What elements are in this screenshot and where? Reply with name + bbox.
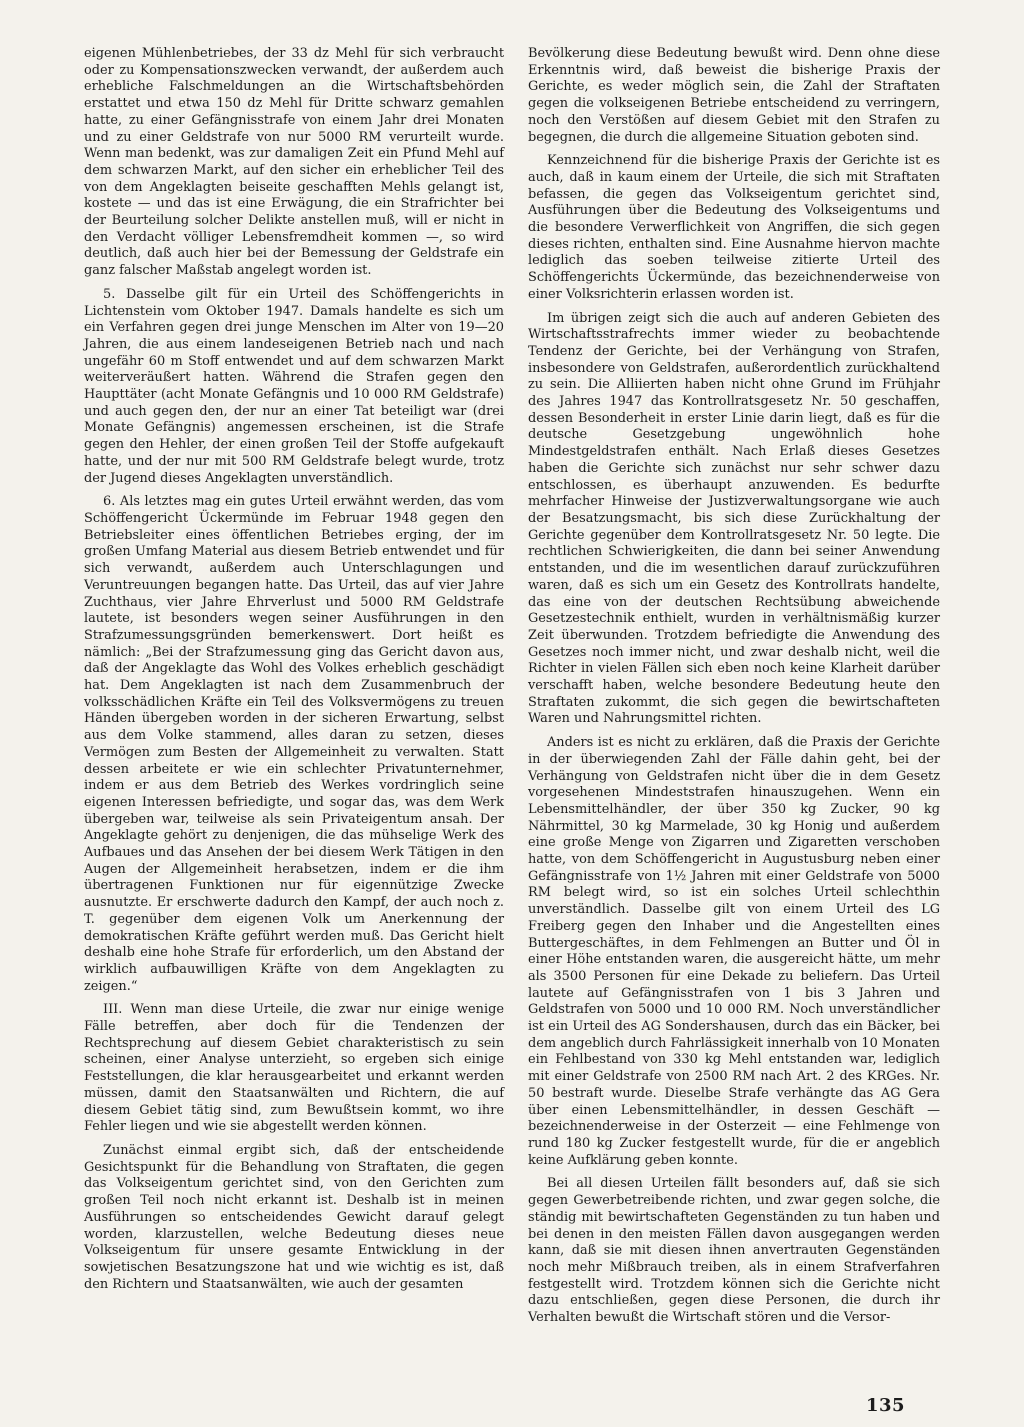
paragraph-case-5: 5. Dasselbe gilt für ein Urteil des Schöffengerichts in Lichtenstein vom Oktober 1947. Damals handelte es sich um ein Verfahren gegen drei junge Menschen im Alter von 19—20 Jahren, die aus einem landeseigenen Betrieb nach und nach ungefähr 60 m Stoff entwendet und auf dem schwarzen Markt weiterveräußert hatten. Während die Strafen gegen den Haupttäter (acht Monate Gefängnis und 10 000 RM Geldstrafe) und auch gegen den, der nur an einer Tat beteiligt war (drei Monate Gefängnis) angemessen erscheinen, ist die Strafe gegen den Hehler, der einen großen Teil der Stoffe aufgekauft hatte, und der nur mit 500 RM Geldstrafe belegt wurde, trotz der Jugend dieses Angeklagten unverständlich. <box>84 286 504 486</box>
paragraph: Kennzeichnend für die bisherige Praxis der Gerichte ist es auch, daß in kaum einem der Urteile, die sich mit Straftaten befassen, die gegen das Volkseigentum gerichtet sind, Ausführungen über die Bedeutung des Volkseigentums und die besondere Verwerflichkeit von Angriffen, die sich gegen dieses richten, enthalten sind. Eine Ausnahme hiervon machte lediglich das soeben teilweise zitierte Urteil des Schöffengerichts Ückermünde, das bezeichnenderweise von einer Volksrichterin erlassen worden ist. <box>528 153 940 302</box>
page-number: 135 <box>866 1395 906 1416</box>
paragraph-section-iii: III. Wenn man diese Urteile, die zwar nur einige wenige Fälle betreffen, aber doch für die Tendenzen der Rechtsprechung auf diesem Gebiet charakteristisch zu sein scheinen, einer Analyse unterzieht, so ergeben sich einige Feststellungen, die klar herausgearbeitet und erkannt werden müssen, damit den Staatsanwälten und Richtern, die auf diesem Gebiet tätig sind, zum Bewußtsein kommt, wo ihre Fehler liegen und wie sie abgestellt werden können. <box>84 1002 504 1135</box>
left-text-column <box>84 46 504 1300</box>
paragraph: Anders ist es nicht zu erklären, daß die Praxis der Gerichte in der überwiegenden Zahl der Fälle dahin geht, bei der Verhängung von Geldstrafen nicht über die in dem Gesetz vorgesehenen Mindeststrafen hinauszugehen. Wenn ein Lebensmittelhändler, der über 350 kg Zucker, 90 kg Nährmittel, 30 kg Marmelade, 30 kg Honig und außerdem eine große Menge von Zigarren und Zigaretten verschoben hatte, von dem Schöffengericht in Augustusburg neben einer Gefängnisstrafe von 1½ Jahren mit einer Geldstrafe von 5000 RM belegt wird, so ist ein solches Urteil schlechthin unverständlich. Dasselbe gilt von einem Urteil des LG Freiberg gegen den Inhaber und die Angestellten eines Buttergeschäftes, in dem Fehlmengen an Butter und Öl in einer Höhe entstanden waren, die ausgereicht hätte, um mehr als 3500 Personen für eine Dekade zu beliefern. Das Urteil lautete auf Gefängnisstrafen von 1 bis 3 Jahren und Geldstrafen von 5000 und 10 000 RM. Noch unverständlicher ist ein Urteil des AG Sondershausen, durch das ein Bäcker, bei dem angeblich durch Fahrlässigkeit innerhalb von 10 Monaten ein Fehlbestand von 330 kg Mehl entstanden war, lediglich mit einer Geldstrafe von 2500 RM nach Art. 2 des KRGes. Nr. 50 bestraft wurde. Dieselbe Strafe verhängte das AG Gera über einen Lebensmittelhändler, in dessen Geschäft — bezeichnenderweise in der Osterzeit — eine Fehlmenge von rund 180 kg Zucker festgestellt wurde, für die er angeblich keine Aufklärung geben konnte. <box>528 735 940 1168</box>
right-text-column <box>528 46 940 1334</box>
paragraph: Bei all diesen Urteilen fällt besonders auf, daß sie sich gegen Gewerbetreibende richten, und zwar gegen solche, die ständig mit bewirtschafteten Gegenständen zu tun haben und bei denen in den meisten Fällen davon ausgegangen werden kann, daß sie mit diesen ihnen anvertrauten Gegenständen noch mehr Mißbrauch treiben, als in einem Strafverfahren festgestellt wird. Trotzdem können sich die Gerichte nicht dazu entschließen, gegen diese Personen, die durch ihr Verhalten bewußt die Wirtschaft stören und die Versor- <box>528 1176 940 1326</box>
paragraph: Zunächst einmal ergibt sich, daß der entscheidende Gesichtspunkt für die Behandlung von Straftaten, die gegen das Volkseigentum gerichtet sind, von den Gerichten zum großen Teil noch nicht erkannt ist. Deshalb ist in meinen Ausführungen so entscheidendes Gewicht darauf gelegt worden, klarzustellen, welche Bedeutung dieses neue Volkseigentum für unsere gesamte Entwicklung in der sowjetischen Besatzungszone hat und wie wichtig es ist, daß den Richtern und Staatsanwälten, wie auch der gesamten <box>84 1143 504 1292</box>
paragraph-continued: eigenen Mühlenbetriebes, der 33 dz Mehl für sich verbraucht oder zu Kompensationszwecken verwandt, der außerdem auch erhebliche Falschmeldungen an die Wirtschaftsbehörden erstattet und etwa 150 dz Mehl für Dritte schwarz gemahlen hatte, zu einer Gefängnisstrafe von einem Jahr drei Monaten und zu einer Geldstrafe von nur 5000 RM verurteilt wurde. Wenn man bedenkt, was zur damaligen Zeit ein Pfund Mehl auf dem schwarzen Markt, auf den sicher ein erheblicher Teil des von dem Angeklagten beiseite geschafften Mehls gelangt ist, kostete — und das ist eine Erwägung, die ein Strafrichter bei der Beurteilung solcher Delikte anstellen muß, will er nicht in den Verdacht völliger Lebensfremdheit kommen —, so wird deutlich, daß auch hier bei der Bemessung der Geldstrafe ein ganz falscher Maßstab angelegt worden ist. <box>84 46 504 279</box>
paragraph-case-6: 6. Als letztes mag ein gutes Urteil erwähnt werden, das vom Schöffengericht Ückermünde im Februar 1948 gegen den Betriebsleiter eines öffentlichen Betriebes erging, der im großen Umfang Material aus diesem Betrieb entwendet und für sich verwandt, außerdem auch Unterschlagungen und Veruntreuungen begangen hatte. Das Urteil, das auf vier Jahre Zuchthaus, vier Jahre Ehrverlust und 5000 RM Geldstrafe lautete, ist besonders wegen seiner Ausführungen in den Strafzumessungsgründen bemerkenswert. Dort heißt es nämlich: „Bei der Strafzumessung ging das Gericht davon aus, daß der Angeklagte das Wohl des Volkes erheblich geschädigt hat. Dem Angeklagten ist nach dem Zusammenbruch der volksschädlichen Kräfte ein Teil des Volksvermögens zu treuen Händen übergeben worden in der sicheren Erwartung, selbst aus dem Volke stammend, alles daran zu setzen, dieses Vermögen zum Besten der Allgemeinheit zu verwalten. Statt dessen arbeitete er wie ein schlechter Privatunternehmer, indem er aus dem Betrieb des Werkes vordringlich seine eigenen Interessen befriedigte, und sogar das, was dem Werk übergeben war, teilweise als sein Privateigentum ansah. Der Angeklagte gehört zu denjenigen, die das mühselige Werk des Aufbaues und das Ansehen der bei diesem Werk Tätigen in den Augen der Allgemeinheit herabsetzen, indem er die ihm übertragenen Funktionen nur für eigennützige Zwecke ausnutzte. Er erschwerte dadurch den Kampf, der auch noch z. T. gegenüber dem eigenen Volk um Anerkennung der demokratischen Kräfte geführt werden muß. Das Gericht hielt deshalb eine hohe Strafe für erforderlich, um den Abstand der wirklich aufbauwilligen Kräfte von dem Angeklagten zu zeigen.“ <box>84 494 504 994</box>
paragraph: Im übrigen zeigt sich die auch auf anderen Gebieten des Wirtschaftsstrafrechts immer wieder zu beobachtende Tendenz der Gerichte, bei der Verhängung von Strafen, insbesondere von Geldstrafen, außerordentlich zurückhaltend zu sein. Die Alliierten haben nicht ohne Grund im Frühjahr des Jahres 1947 das Kontrollratsgesetz Nr. 50 geschaffen, dessen Besonderheit in erster Linie darin liegt, daß es für die deutsche Gesetzgebung ungewöhnlich hohe Mindestgeldstrafen enthält. Nach Erlaß dieses Gesetzes haben die Gerichte sich zunächst nur sehr schwer dazu entschlossen, es überhaupt anzuwenden. Es bedurfte mehrfacher Hinweise der Justizverwaltungsorgane wie auch der Besatzungsmacht, bis sich diese Zurückhaltung der Gerichte gegenüber dem Kontrollratsgesetz Nr. 50 legte. Die rechtlichen Schwierigkeiten, die dann bei seiner Anwendung entstanden, und die im wesentlichen darauf zurückzuführen waren, daß es sich um ein Gesetz des Kontrollrats handelte, das eine von der deutschen Rechtsübung abweichende Gesetzestechnik enthielt, wurden in verhältnismäßig kurzer Zeit überwunden. Trotzdem befriedigte die Anwendung des Gesetzes noch immer nicht, und zwar deshalb nicht, weil die Richter in vielen Fällen sich eben noch keine Klarheit darüber verschafft haben, welche besondere Bedeutung heute den Straftaten zukommt, die sich gegen die bewirtschafteten Waren und Nahrungsmittel richten. <box>528 310 940 727</box>
paragraph-continued: Bevölkerung diese Bedeutung bewußt wird. Denn ohne diese Erkenntnis wird, daß beweist die bisherige Praxis der Gerichte, es weder möglich sein, die Zahl der Straftaten gegen die volkseigenen Betriebe entscheidend zu verringern, noch den Verstößen auf diesem Gebiet mit den Strafen zu begegnen, die durch die allgemeine Situation geboten sind. <box>528 46 940 145</box>
